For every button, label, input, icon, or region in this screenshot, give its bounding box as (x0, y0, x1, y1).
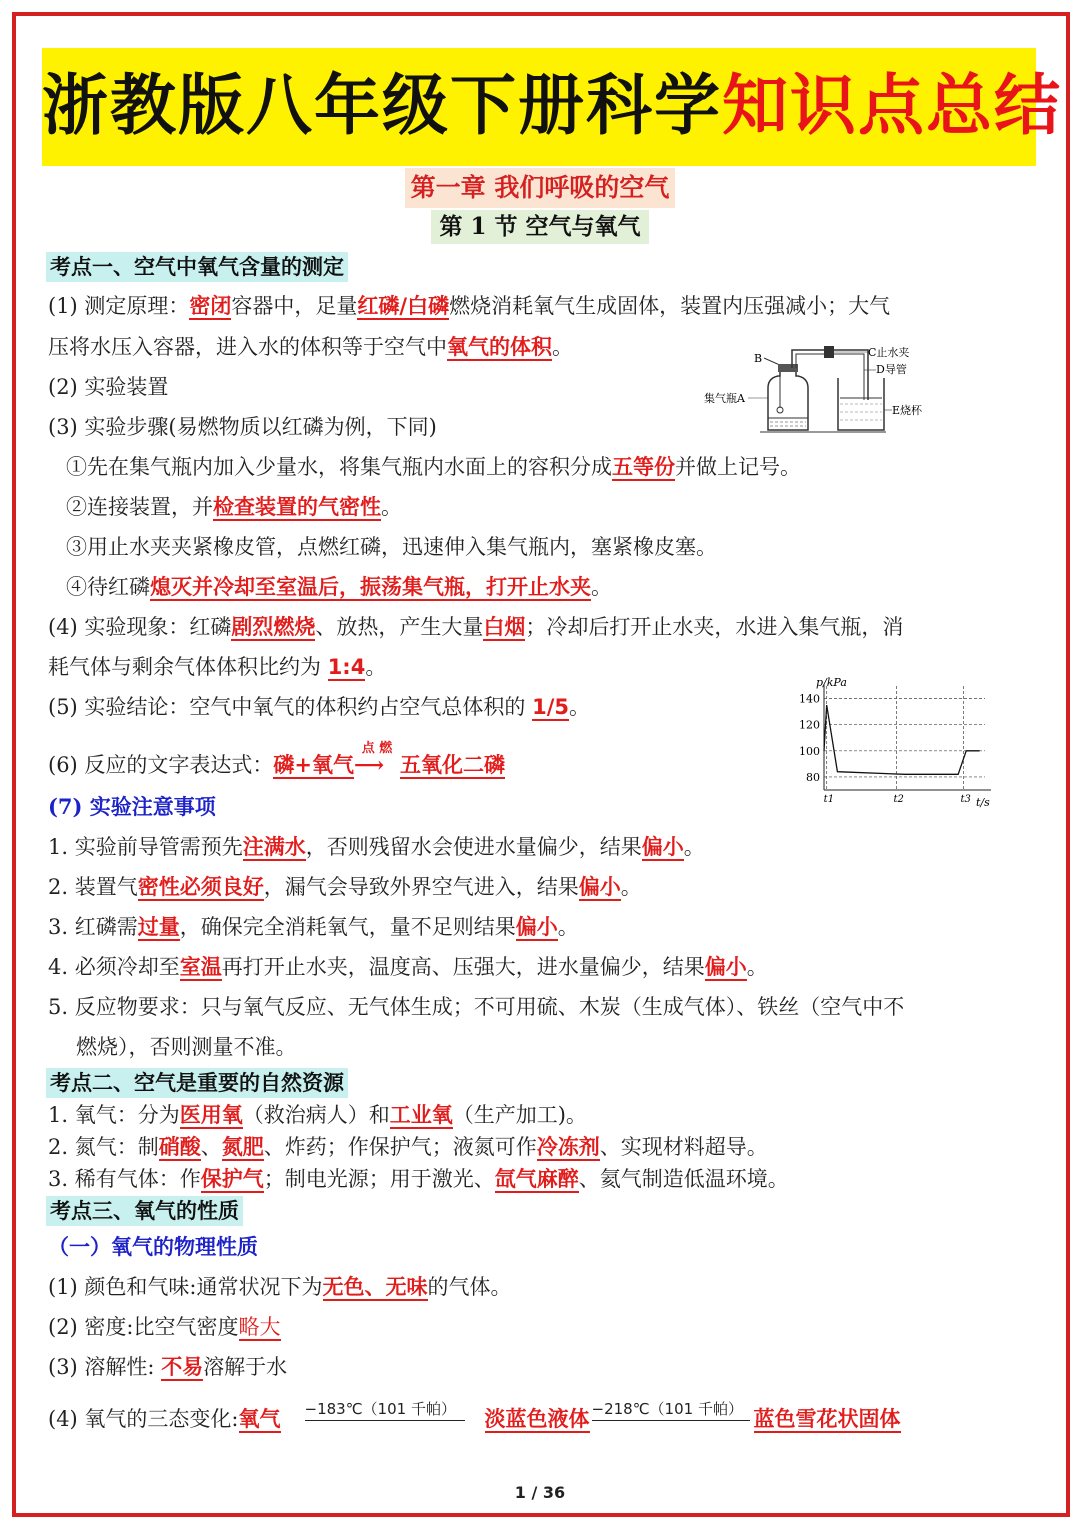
kp1-heading: 考点一、空气中氧气含量的测定 (46, 252, 348, 282)
state-change-line: (4) 氧气的三态变化:氧气 −183℃（101 千帕） 淡蓝色液体 −218℃（101 千帕） 蓝色雪花状固体 (48, 1400, 901, 1431)
text-line: 2. 氮气：制硝酸、氮肥、炸药；作保护气；液氮可作冷冻剂、实现材料超导。 (48, 1134, 768, 1159)
text-line: (5) 实验结论：空气中氧气的体积约占空气总体积的 1/5。 (48, 695, 591, 719)
x-tick-label: t2 (893, 794, 904, 805)
x-axis-label: t/s (976, 796, 990, 809)
equation-line: (6) 反应的文字表达式：磷+氧气 点 燃 ⟶ 五氧化二磷 (48, 741, 506, 777)
text-line: (3) 实验步骤(易燃物质以红磷为例，下同) (48, 415, 437, 439)
page-number: 1 / 36 (514, 1483, 566, 1502)
text-line: 3. 稀有气体：作保护气；制电光源；用于激光、氙气麻醉、氦气制造低温环境。 (48, 1166, 789, 1191)
text-line: (1) 颜色和气味:通常状况下为无色、无味的气体。 (48, 1274, 512, 1299)
note-line: 5. 反应物要求：只与氧气反应、无气体生成；不可用硫、木炭（生成气体）、铁丝（空气中不 (48, 995, 905, 1019)
y-tick-label: 140 (799, 692, 820, 706)
y-tick-label: 120 (799, 718, 820, 732)
pressure-series-line (824, 705, 980, 774)
page-title: 浙教版八年级下册科学知识点总结 (42, 67, 1062, 144)
section-title: 第 1 节 空气与氧气 (0, 210, 1080, 244)
note-line: 3. 红磷需过量，确保完全消耗氧气，量不足则结果偏小。 (48, 914, 579, 939)
label-c: C止水夹 (868, 346, 910, 359)
note-line: 燃烧），否则测量不准。 (76, 1035, 297, 1059)
x-tick-label: t1 (823, 794, 835, 805)
text-line: (3) 溶解性: 不易溶解于水 (48, 1354, 288, 1379)
step-line: ②连接装置，并检查装置的气密性。 (66, 494, 402, 519)
label-e: E烧杯 (892, 404, 923, 417)
kp3-heading: 考点三、氧气的性质 (46, 1196, 243, 1226)
y-axis-label: p/kPa (816, 676, 847, 689)
title-banner (42, 48, 1062, 166)
x-tick-label: t3 (960, 794, 971, 805)
y-tick-label: 100 (799, 744, 820, 758)
step-line: ③用止水夹夹紧橡皮管，点燃红磷，迅速伸入集气瓶内，塞紧橡皮塞。 (66, 535, 717, 559)
notes-heading: (7) 实验注意事项 (48, 794, 216, 819)
chapter-title: 第一章 我们呼吸的空气 (0, 168, 1080, 208)
text-line: (2) 实验装置 (48, 375, 169, 399)
apparatus-diagram (700, 340, 930, 440)
text-line: 1. 氧气：分为医用氧（救治病人）和工业氧（生产加工)。 (48, 1102, 587, 1127)
note-line: 4. 必须冷却至室温再打开止水夹，温度高、压强大，进水量偏少，结果偏小。 (48, 954, 768, 979)
y-tick-label: 80 (806, 770, 820, 784)
label-b: B (754, 352, 763, 365)
subsection-title: （一）氧气的物理性质 (48, 1234, 258, 1259)
label-d: D导管 (876, 363, 907, 376)
step-line: ④待红磷熄灭并冷却至室温后，振荡集气瓶，打开止水夹。 (66, 574, 612, 599)
text-line: 压将水压入容器，进入水的体积等于空气中氧气的体积。 (48, 334, 573, 359)
text-line: 耗气体与剩余气体体积比约为 1:4。 (48, 655, 387, 679)
label-a: 集气瓶A (704, 392, 745, 405)
text-line: (2) 密度:比空气密度略大 (48, 1315, 281, 1339)
kp2-heading: 考点二、空气是重要的自然资源 (46, 1068, 348, 1098)
note-line: 2. 装置气密性必须良好，漏气会导致外界空气进入，结果偏小。 (48, 874, 642, 899)
pressure-chart (780, 672, 1000, 812)
text-line: (1) 测定原理：密闭容器中，足量红磷/白磷燃烧消耗氧气生成固体，装置内压强减小；大气 (48, 293, 891, 318)
note-line: 1. 实验前导管需预先注满水，否则残留水会使进水量偏少，结果偏小。 (48, 834, 705, 859)
step-line: ①先在集气瓶内加入少量水，将集气瓶内水面上的容积分成五等份并做上记号。 (66, 454, 801, 479)
text-line: (4) 实验现象：红磷剧烈燃烧、放热，产生大量白烟；冷却后打开止水夹，水进入集气瓶，消 (48, 614, 904, 639)
